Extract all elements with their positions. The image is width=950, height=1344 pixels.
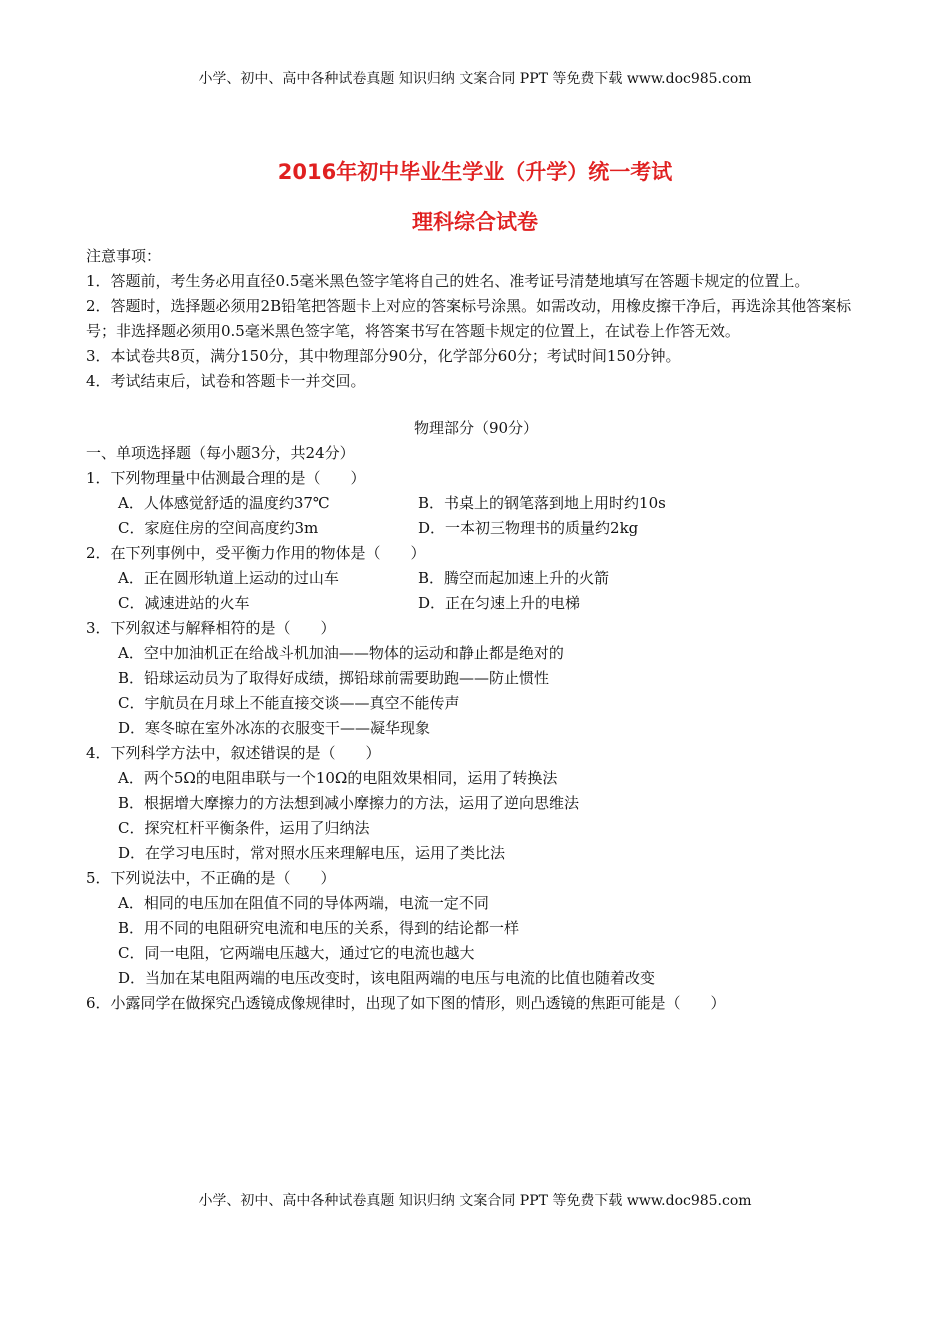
option-b: B．根据增大摩擦力的方法想到减小摩擦力的方法，运用了逆向思维法 [118, 794, 580, 812]
option-c: C．减速进站的火车 [118, 594, 250, 612]
option-b: B．用不同的电阻研究电流和电压的关系，得到的结论都一样 [118, 919, 520, 937]
note-item: 1．答题前，考生务必用直径0.5毫米黑色签字笔将自己的姓名、准考证号清楚地填写在答题卡规定的位置上。 [86, 272, 810, 290]
exam-content [86, 244, 866, 1016]
question-stem: 2．在下列事例中，受平衡力作用的物体是（ ） [86, 544, 426, 562]
option-d: D．寒冬晾在室外冰冻的衣服变干——凝华现象 [118, 719, 431, 737]
option-d: D．正在匀速上升的电梯 [418, 594, 581, 612]
option-c: C．家庭住房的空间高度约3m [118, 519, 319, 537]
option-b: B．书桌上的钢笔落到地上用时约10s [418, 494, 666, 512]
page-footer: 小学、初中、高中各种试卷真题 知识归纳 文案合同 PPT 等免费下载 www.doc985.com [198, 1193, 752, 1209]
section-title: 物理部分（90分） [413, 419, 539, 437]
option-a: A．人体感觉舒适的温度约37℃ [118, 494, 330, 512]
option-b: B．腾空而起加速上升的火箭 [418, 569, 610, 587]
option-a: A．两个5Ω的电阻串联与一个10Ω的电阻效果相同，运用了转换法 [118, 769, 558, 787]
question-stem: 5．下列说法中，不正确的是（ ） [86, 869, 336, 887]
option-b: B．铅球运动员为了取得好成绩，掷铅球前需要助跑——防止惯性 [118, 669, 550, 687]
option-d: D．在学习电压时，常对照水压来理解电压，运用了类比法 [118, 844, 506, 862]
question-stem: 3．下列叙述与解释相符的是（ ） [86, 619, 336, 637]
exam-title: 2016年初中毕业生学业（升学）统一考试 [277, 160, 673, 184]
notes-heading: 注意事项： [86, 247, 162, 265]
question-1 [86, 466, 866, 541]
notes-block [86, 244, 866, 394]
question-3 [86, 616, 866, 741]
option-d: D．当加在某电阻两端的电压改变时，该电阻两端的电压与电流的比值也随着改变 [118, 969, 656, 987]
option-a: A．相同的电压加在阻值不同的导体两端，电流一定不同 [118, 894, 489, 912]
question-6 [86, 991, 866, 1016]
note-item: 2．答题时，选择题必须用2B铅笔把答题卡上对应的答案标号涂黑。如需改动，用橡皮擦干净后，再选涂其他答案标号；非选择题必须用0.5毫米黑色签字笔，将答案书写在答题卡规定的位置上，在试卷上作答无效。 [86, 297, 852, 340]
exam-subtitle: 理科综合试卷 [412, 210, 538, 234]
option-c: C．探究杠杆平衡条件，运用了归纳法 [118, 819, 370, 837]
question-4 [86, 741, 866, 866]
section-subtitle: 一、单项选择题（每小题3分，共24分） [86, 444, 355, 462]
question-5 [86, 866, 866, 991]
question-stem: 6．小露同学在做探究凸透镜成像规律时，出现了如下图的情形，则凸透镜的焦距可能是（ ） [86, 994, 726, 1012]
question-stem: 4．下列科学方法中，叙述错误的是（ ） [86, 744, 381, 762]
option-d: D．一本初三物理书的质量约2kg [418, 519, 639, 537]
page-header: 小学、初中、高中各种试卷真题 知识归纳 文案合同 PPT 等免费下载 www.doc985.com [198, 71, 752, 87]
note-item: 4．考试结束后，试卷和答题卡一并交回。 [86, 372, 366, 390]
note-item: 3．本试卷共8页，满分150分，其中物理部分90分，化学部分60分；考试时间150分钟。 [86, 347, 681, 365]
question-2 [86, 541, 866, 616]
option-a: A．正在圆形轨道上运动的过山车 [118, 569, 339, 587]
option-a: A．空中加油机正在给战斗机加油——物体的运动和静止都是绝对的 [118, 644, 564, 662]
option-c: C．宇航员在月球上不能直接交谈——真空不能传声 [118, 694, 460, 712]
option-c: C．同一电阻，它两端电压越大，通过它的电流也越大 [118, 944, 475, 962]
question-stem: 1．下列物理量中估测最合理的是（ ） [86, 469, 366, 487]
